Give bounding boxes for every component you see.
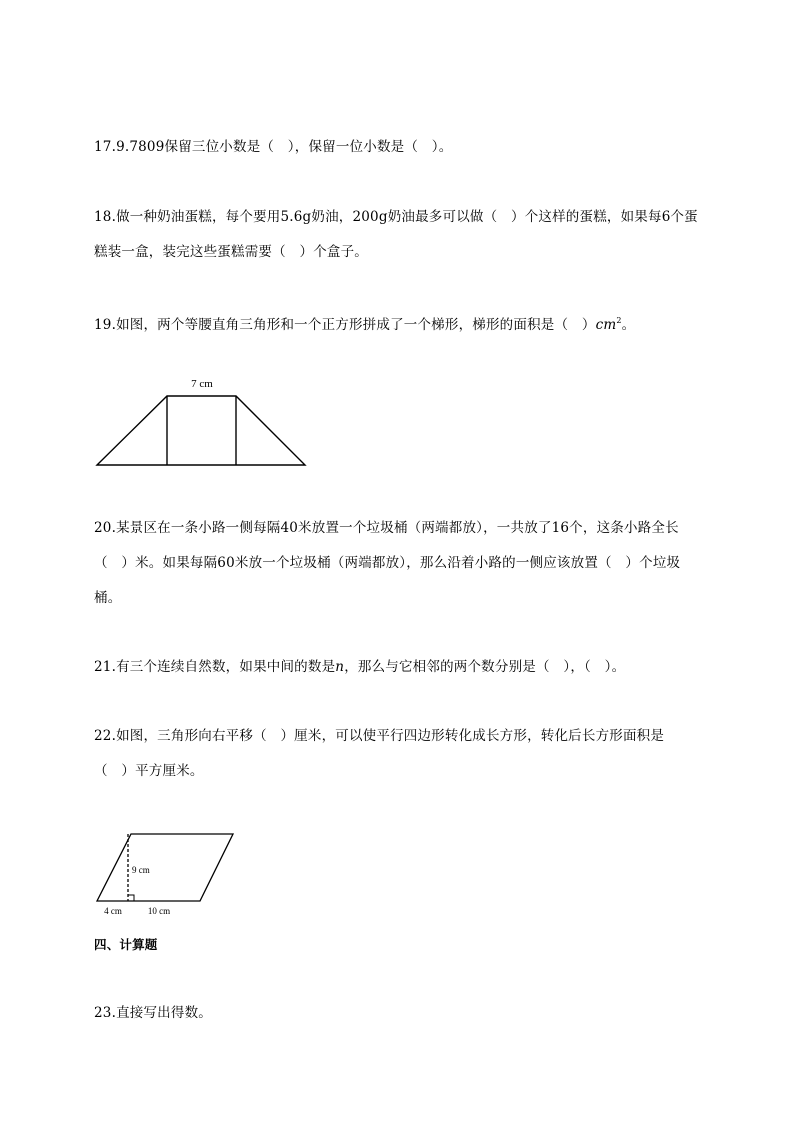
question-19-unit-power: 2 [616, 316, 622, 325]
question-22-line-2: （ ）平方厘米。 [94, 763, 204, 779]
question-21-variable: n [335, 659, 345, 675]
left-base-label: 4 cm [104, 906, 122, 916]
parallelogram-outline [97, 834, 233, 901]
question-21-text: 21.有三个连续自然数，如果中间的数是 [94, 659, 336, 675]
question-18-line-2: 糕装一盒，装完这些蛋糕需要（ ）个盒子。 [94, 244, 368, 260]
question-19-text: 19.如图，两个等腰直角三角形和一个正方形拼成了一个梯形，梯形的面积是（ ） [94, 317, 596, 333]
section-heading: 四、计算题 [94, 937, 158, 952]
question-19-end: 。 [621, 317, 636, 333]
right-angle-marker [128, 895, 134, 901]
question-17: 17.9.7809保留三位小数是（ ），保留一位小数是（ ）。 [94, 139, 453, 155]
question-22-line-1: 22.如图，三角形向右平移（ ）厘米，可以使平行四边形转化成长方形，转化后长方形面积是 [94, 728, 665, 744]
question-20-line-2: （ ）米。如果每隔60米放一个垃圾桶（两端都放），那么沿着小路的一侧应该放置（ ）个垃圾 [94, 555, 681, 571]
question-19-unit: cm [595, 317, 617, 333]
question-23: 23.直接写出得数。 [94, 1005, 212, 1021]
height-label: 9 cm [132, 865, 150, 875]
question-20-line-1: 20.某景区在一条小路一侧每隔40米放置一个垃圾桶（两端都放），一共放了16个，这条小路全长 [94, 520, 679, 536]
trapezoid-top-label: 7 cm [191, 378, 213, 390]
question-18-line-1: 18.做一种奶油蛋糕，每个要用5.6g奶油，200g奶油最多可以做（ ）个这样的蛋糕，如果每6个蛋 [94, 209, 698, 225]
right-base-label: 10 cm [147, 906, 171, 916]
question-21-end: ，那么与它相邻的两个数分别是（ ），（ ）。 [344, 659, 626, 675]
question-20-line-3: 桶。 [94, 590, 122, 606]
